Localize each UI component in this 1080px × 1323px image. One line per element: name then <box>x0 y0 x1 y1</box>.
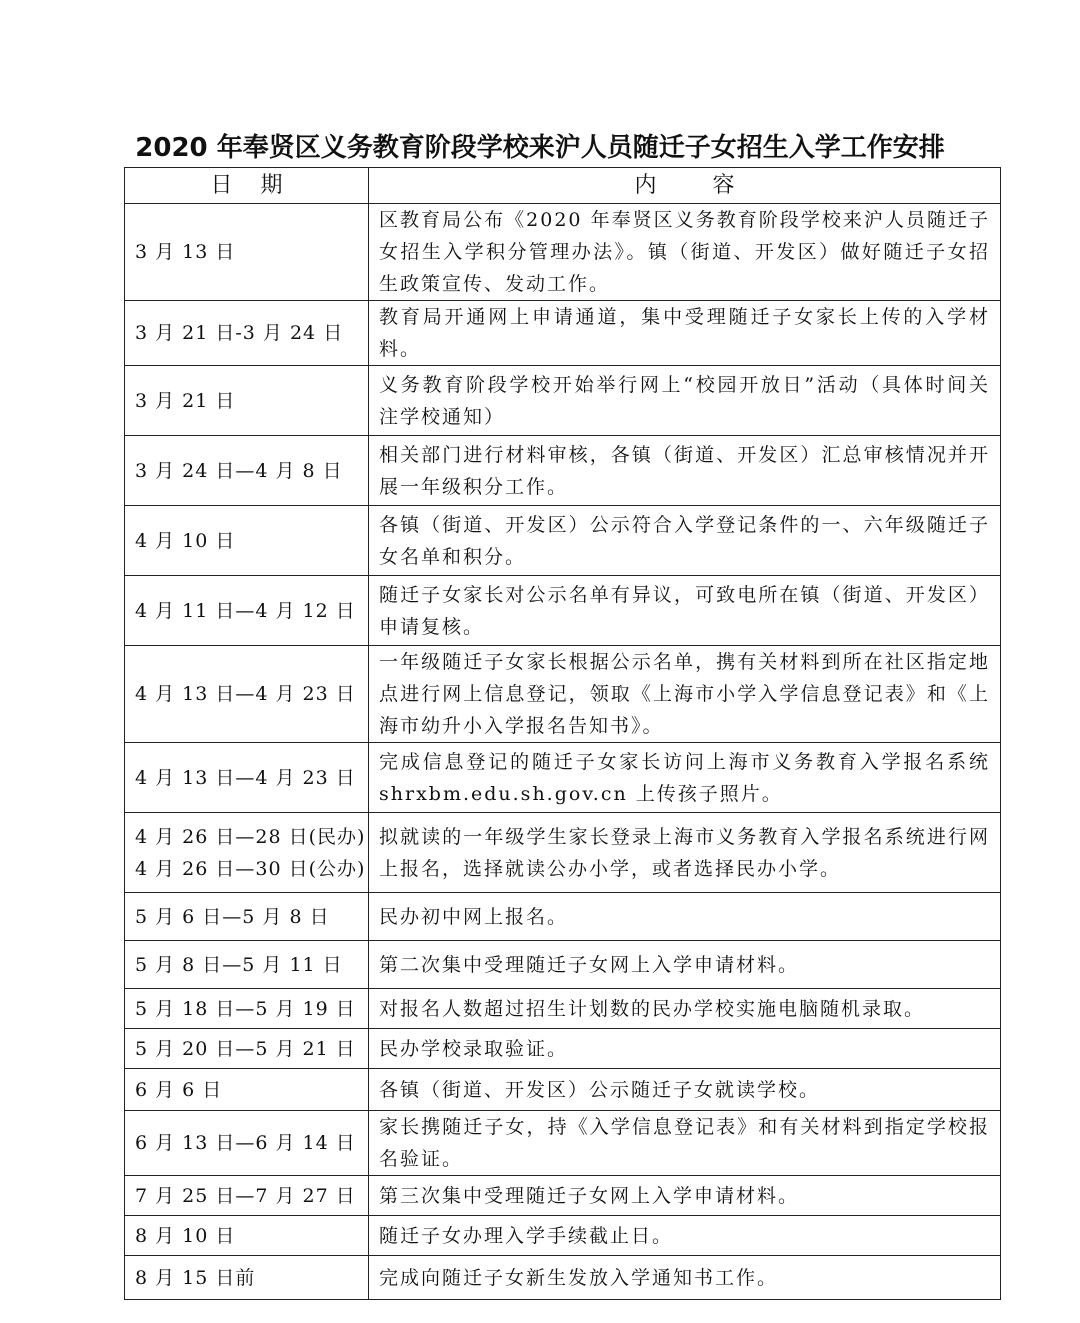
table-row <box>125 436 1001 506</box>
table-row <box>125 813 1001 893</box>
row-date-cell <box>125 743 369 813</box>
row-date-cell <box>125 366 369 436</box>
row-date: 5 月 8 日—5 月 11 日 <box>135 953 343 976</box>
row-date: 3 月 21 日 <box>135 389 236 412</box>
row-date: 4 月 26 日—28 日(民办) <box>135 825 366 848</box>
table-row <box>125 366 1001 436</box>
row-date-cell <box>125 436 369 506</box>
row-content: 第二次集中受理随迁子女网上入学申请材料。 <box>369 941 1001 989</box>
row-date: 5 月 18 日—5 月 19 日 <box>135 997 356 1020</box>
row-date-cell <box>125 1176 369 1216</box>
row-date-cell <box>125 204 369 301</box>
row-content: 家长携随迁子女，持《入学信息登记表》和有关材料到指定学校报名验证。 <box>369 1111 1001 1176</box>
row-date-cell <box>125 1029 369 1069</box>
schedule-body <box>125 204 1001 1300</box>
row-date-cell <box>125 1256 369 1300</box>
header-date: 日 期 <box>125 168 369 204</box>
table-row <box>125 1216 1001 1256</box>
header-content: 内 容 <box>369 168 1001 204</box>
table-header-row <box>125 168 1001 204</box>
row-date-cell <box>125 506 369 576</box>
table-row <box>125 576 1001 646</box>
row-content: 随迁子女家长对公示名单有异议，可致电所在镇（街道、开发区）申请复核。 <box>369 576 1001 646</box>
row-date-cell <box>125 1216 369 1256</box>
table-row <box>125 989 1001 1029</box>
table-row <box>125 1069 1001 1111</box>
row-content: 民办初中网上报名。 <box>369 893 1001 941</box>
row-date: 4 月 26 日—30 日(公办) <box>135 857 366 880</box>
row-content: 完成向随迁子女新生发放入学通知书工作。 <box>369 1256 1001 1300</box>
table-row <box>125 1029 1001 1069</box>
row-content: 各镇（街道、开发区）公示随迁子女就读学校。 <box>369 1069 1001 1111</box>
row-content: 各镇（街道、开发区）公示符合入学登记条件的一、六年级随迁子女名单和积分。 <box>369 506 1001 576</box>
table-row <box>125 301 1001 366</box>
row-date-cell <box>125 301 369 366</box>
row-date: 4 月 13 日—4 月 23 日 <box>135 766 356 789</box>
table-row <box>125 646 1001 743</box>
table-row <box>125 506 1001 576</box>
row-date: 4 月 11 日—4 月 12 日 <box>135 599 356 622</box>
document-title: 2020 年奉贤区义务教育阶段学校来沪人员随迁子女招生入学工作安排 <box>135 133 945 163</box>
row-date: 6 月 13 日—6 月 14 日 <box>135 1132 356 1154</box>
row-date-cell <box>125 1069 369 1111</box>
row-content: 第三次集中受理随迁子女网上入学申请材料。 <box>369 1176 1001 1216</box>
row-date-cell <box>125 1111 369 1176</box>
table-row <box>125 204 1001 301</box>
row-date: 8 月 10 日 <box>135 1224 236 1247</box>
row-content: 区教育局公布《2020 年奉贤区义务教育阶段学校来沪人员随迁子女招生入学积分管理办法》。镇（街道、开发区）做好随迁子女招生政策宣传、发动工作。 <box>369 204 1001 301</box>
row-content: 完成信息登记的随迁子女家长访问上海市义务教育入学报名系统 shrxbm.edu.sh.gov.cn 上传孩子照片。 <box>369 743 1001 813</box>
row-date-cell <box>125 646 369 743</box>
row-date: 6 月 6 日 <box>135 1078 223 1101</box>
row-content: 义务教育阶段学校开始举行网上“校园开放日”活动（具体时间关注学校通知） <box>369 366 1001 436</box>
row-content: 对报名人数超过招生计划数的民办学校实施电脑随机录取。 <box>369 989 1001 1029</box>
row-date: 4 月 13 日—4 月 23 日 <box>135 683 356 705</box>
row-date-cell <box>125 576 369 646</box>
table-row <box>125 1111 1001 1176</box>
row-date: 8 月 15 日前 <box>135 1266 256 1289</box>
row-content: 民办学校录取验证。 <box>369 1029 1001 1069</box>
row-date-cell <box>125 989 369 1029</box>
table-row <box>125 1176 1001 1216</box>
row-date: 4 月 10 日 <box>135 529 236 552</box>
row-content: 随迁子女办理入学手续截止日。 <box>369 1216 1001 1256</box>
row-content: 拟就读的一年级学生家长登录上海市义务教育入学报名系统进行网上报名，选择就读公办小学，或者选择民办小学。 <box>369 813 1001 893</box>
row-content: 教育局开通网上申请通道，集中受理随迁子女家长上传的入学材料。 <box>369 301 1001 366</box>
row-content: 相关部门进行材料审核，各镇（街道、开发区）汇总审核情况并开展一年级积分工作。 <box>369 436 1001 506</box>
row-date-cell <box>125 941 369 989</box>
row-date: 5 月 6 日—5 月 8 日 <box>135 905 330 928</box>
table-row <box>125 743 1001 813</box>
row-date: 5 月 20 日—5 月 21 日 <box>135 1037 356 1060</box>
table-row <box>125 1256 1001 1300</box>
row-date: 3 月 24 日—4 月 8 日 <box>135 459 343 482</box>
row-date: 3 月 21 日-3 月 24 日 <box>135 322 344 344</box>
row-date: 7 月 25 日—7 月 27 日 <box>135 1184 356 1207</box>
row-date-cell <box>125 893 369 941</box>
table-row <box>125 941 1001 989</box>
schedule-table <box>124 167 1001 1300</box>
row-content: 一年级随迁子女家长根据公示名单，携有关材料到所在社区指定地点进行网上信息登记，领取《上海市小学入学信息登记表》和《上海市幼升小入学报名告知书》。 <box>369 646 1001 743</box>
row-date-cell <box>125 813 369 893</box>
row-date: 3 月 13 日 <box>135 241 236 263</box>
table-row <box>125 893 1001 941</box>
